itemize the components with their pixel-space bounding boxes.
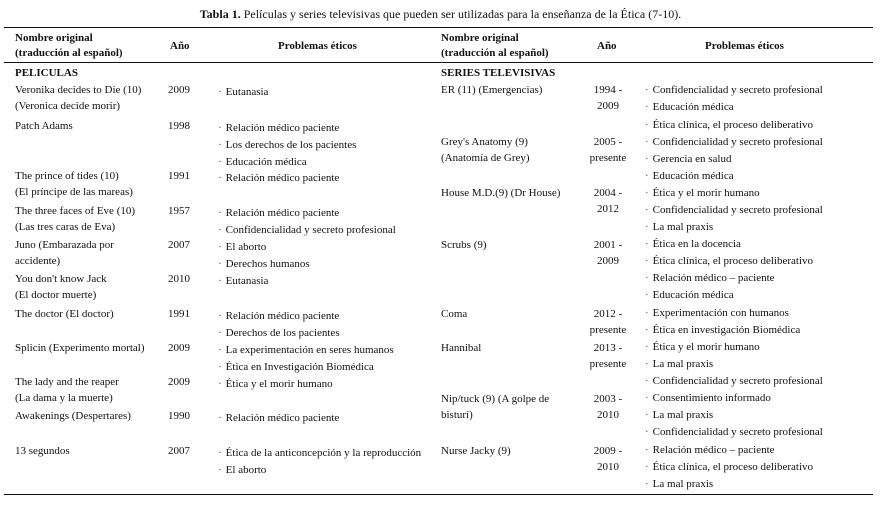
series-problem [645, 442, 775, 459]
header-problems-right: Problemas éticos [705, 40, 784, 52]
series-year-start: 2004 - [593, 187, 623, 199]
series-problem [645, 168, 734, 185]
movie-name: Awakenings (Despertares) [15, 410, 131, 422]
bullet-icon: · [218, 224, 222, 236]
bullet-icon: · [645, 461, 649, 473]
problem-text: Derechos de los pacientes [225, 327, 340, 339]
movie-problem [218, 205, 339, 222]
section-movies: PELICULAS [15, 67, 78, 79]
problem-text: Consentimiento informado [652, 392, 771, 404]
bullet-icon: · [218, 344, 222, 356]
movie-problem [218, 120, 339, 137]
movie-name-translation: (El príncipe de las mareas) [15, 186, 133, 198]
series-problem [645, 253, 813, 270]
bullet-icon: · [218, 412, 222, 424]
problem-text: Confidencialidad y secreto profesional [225, 224, 396, 236]
header-name-left: Nombre original (traducción al español) [15, 32, 123, 59]
series-year-start: 2001 - [593, 239, 623, 251]
problem-text: Ética y el morir humano [225, 378, 333, 390]
series-problem [645, 151, 731, 168]
problem-text: La mal praxis [652, 358, 714, 370]
header-name-right: Nombre original (traducción al español) [441, 32, 549, 59]
series-problem [645, 424, 823, 441]
series-year-end: 2010 [597, 409, 619, 421]
movie-name-translation: (El doctor muerte) [15, 289, 97, 301]
bullet-icon: · [645, 444, 649, 456]
series-year-end: 2012 [597, 203, 619, 215]
series-name: House M.D.(9) (Dr House) [441, 187, 561, 199]
series-name: Scrubs (9) [441, 239, 487, 251]
bullet-icon: · [645, 392, 649, 404]
movie-name: Splicin (Experimento mortal) [15, 342, 145, 354]
problem-text: Ética en la docencia [652, 238, 741, 250]
movie-name: 13 segundos [15, 445, 70, 457]
series-problem [645, 134, 823, 151]
header-problems-left: Problemas éticos [278, 40, 357, 52]
problem-text: Educación médica [652, 170, 734, 182]
bottom-rule [4, 494, 873, 495]
movie-problem [218, 376, 333, 393]
movie-name-translation: (Veronica decide morir) [15, 100, 121, 112]
caption-text: Películas y series televisivas que pueden ser utilizadas para la enseñanza de la Ética (7-10). [243, 7, 682, 21]
movie-year: 1998 [168, 120, 190, 132]
series-problem [645, 99, 734, 116]
movie-year: 2007 [168, 445, 190, 457]
bullet-icon: · [645, 341, 649, 353]
problem-text: Ética de la anticoncepción y la reproducción [225, 447, 422, 459]
movie-year: 2010 [168, 273, 190, 285]
movie-problem [218, 445, 421, 462]
series-problem [645, 236, 741, 253]
series-name: Nurse Jacky (9) [441, 445, 511, 457]
movie-problem [218, 308, 339, 325]
series-problem [645, 356, 713, 373]
problem-text: Confidencialidad y secreto profesional [652, 426, 823, 438]
movie-name: The prince of tides (10) [15, 170, 119, 182]
bullet-icon: · [645, 358, 649, 370]
series-problem [645, 270, 775, 287]
bullet-icon: · [218, 258, 222, 270]
bullet-icon: · [645, 204, 649, 216]
series-year-start: 2005 - [593, 136, 623, 148]
series-problem [645, 305, 789, 322]
movie-name: Veronika decides to Die (10) [15, 84, 142, 96]
problem-text: La mal praxis [652, 221, 714, 233]
movie-problem [218, 410, 339, 427]
problem-text: Derechos humanos [225, 258, 310, 270]
movie-name: Juno (Embarazada por [15, 239, 114, 251]
bullet-icon: · [645, 221, 649, 233]
bullet-icon: · [218, 378, 222, 390]
bullet-icon: · [645, 426, 649, 438]
series-name: ER (11) (Emergencias) [441, 84, 543, 96]
series-problem [645, 185, 760, 202]
series-problem [645, 322, 800, 339]
bullet-icon: · [645, 409, 649, 421]
series-problem [645, 459, 813, 476]
bullet-icon: · [218, 207, 222, 219]
problem-text: Ética y el morir humano [652, 187, 760, 199]
bullet-icon: · [218, 241, 222, 253]
problem-text: Los derechos de los pacientes [225, 139, 357, 151]
series-problem [645, 82, 823, 99]
bullet-icon: · [645, 101, 649, 113]
series-problem [645, 407, 713, 424]
bullet-icon: · [218, 139, 222, 151]
movie-problem [218, 273, 268, 290]
bullet-icon: · [218, 156, 222, 168]
problem-text: Confidencialidad y secreto profesional [652, 136, 823, 148]
series-problem [645, 390, 771, 407]
series-name: Nip/tuck (9) (A golpe de [441, 393, 550, 405]
series-name-translation: bisturí) [441, 409, 473, 421]
problem-text: Ética y el morir humano [652, 341, 760, 353]
movie-problem [218, 359, 374, 376]
movie-name: The doctor (El doctor) [15, 308, 114, 320]
problem-text: Relación médico paciente [225, 122, 340, 134]
problem-text: Relación médico paciente [225, 172, 340, 184]
series-year-end: presente [589, 358, 627, 370]
problem-text: Eutanasia [225, 275, 269, 287]
bullet-icon: · [218, 275, 222, 287]
series-year-end: 2010 [597, 461, 619, 473]
problem-text: Confidencialidad y secreto profesional [652, 204, 823, 216]
problem-text: La mal praxis [652, 409, 714, 421]
bullet-icon: · [645, 136, 649, 148]
problem-text: Relación médico – paciente [652, 444, 775, 456]
movie-name-translation: (La dama y la muerte) [15, 392, 113, 404]
movie-year: 2007 [168, 239, 190, 251]
series-problem [645, 287, 734, 304]
series-year-start: 1994 - [593, 84, 623, 96]
series-year-end: presente [589, 152, 627, 164]
bullet-icon: · [218, 361, 222, 373]
bullet-icon: · [645, 289, 649, 301]
series-year-start: 2013 - [593, 342, 623, 354]
movie-problem [218, 342, 394, 359]
movie-problem [218, 170, 339, 187]
top-rule [4, 27, 873, 28]
problem-text: Educación médica [225, 156, 307, 168]
series-year-end: presente [589, 324, 627, 336]
movie-year: 1991 [168, 308, 190, 320]
bullet-icon: · [645, 153, 649, 165]
problem-text: Experimentación con humanos [652, 307, 789, 319]
bullet-icon: · [645, 187, 649, 199]
bullet-icon: · [645, 307, 649, 319]
problem-text: Confidencialidad y secreto profesional [652, 84, 823, 96]
movie-name-translation: (Las tres caras de Eva) [15, 221, 116, 233]
problem-text: La experimentación en seres humanos [225, 344, 394, 356]
problem-text: El aborto [225, 464, 267, 476]
caption-label: Tabla 1. [199, 7, 241, 21]
problem-text: La mal praxis [652, 478, 714, 490]
movie-name: The three faces of Eve (10) [15, 205, 136, 217]
movie-name: You don't know Jack [15, 273, 107, 285]
bullet-icon: · [218, 122, 222, 134]
series-name: Coma [441, 308, 468, 320]
problem-text: Relación médico paciente [225, 207, 340, 219]
series-problem [645, 476, 713, 493]
problem-text: Confidencialidad y secreto profesional [652, 375, 823, 387]
series-problem [645, 202, 823, 219]
problem-text: El aborto [225, 241, 267, 253]
series-year-start: 2009 - [593, 445, 623, 457]
movie-name: The lady and the reaper [15, 376, 119, 388]
table-caption [0, 7, 881, 22]
movie-name: Patch Adams [15, 120, 73, 132]
bullet-icon: · [218, 447, 222, 459]
bullet-icon: · [218, 327, 222, 339]
problem-text: Ética clínica, el proceso deliberativo [652, 119, 814, 131]
series-name-translation: (Anatomía de Grey) [441, 152, 530, 164]
series-year-start: 2003 - [593, 393, 623, 405]
header-rule [4, 62, 873, 63]
problem-text: Ética en investigación Biomédica [652, 324, 801, 336]
series-problem [645, 373, 823, 390]
problem-text: Educación médica [652, 101, 734, 113]
movie-name-translation: accidente) [15, 255, 61, 267]
bullet-icon: · [645, 84, 649, 96]
problem-text: Ética clínica, el proceso deliberativo [652, 461, 814, 473]
header-year-right: Año [597, 40, 617, 52]
series-problem [645, 117, 813, 134]
series-problem [645, 339, 760, 356]
movie-year: 1990 [168, 410, 190, 422]
movie-year: 2009 [168, 376, 190, 388]
movie-year: 1991 [168, 170, 190, 182]
movie-problem [218, 154, 307, 171]
problem-text: Relación médico paciente [225, 412, 340, 424]
movie-year: 1957 [168, 205, 190, 217]
movie-problem [218, 239, 266, 256]
bullet-icon: · [645, 238, 649, 250]
bullet-icon: · [645, 324, 649, 336]
problem-text: Educación médica [652, 289, 734, 301]
movie-problem [218, 462, 266, 479]
bullet-icon: · [645, 255, 649, 267]
header-year-left: Año [170, 40, 190, 52]
bullet-icon: · [645, 170, 649, 182]
series-name: Hannibal [441, 342, 482, 354]
bullet-icon: · [218, 86, 222, 98]
movie-year: 2009 [168, 342, 190, 354]
series-year-end: 2009 [597, 100, 619, 112]
problem-text: Eutanasia [225, 86, 269, 98]
movie-problem [218, 256, 310, 273]
problem-text: Relación médico – paciente [652, 272, 775, 284]
bullet-icon: · [645, 375, 649, 387]
movie-problem [218, 222, 396, 239]
series-problem [645, 219, 713, 236]
bullet-icon: · [645, 478, 649, 490]
bullet-icon: · [645, 119, 649, 131]
movie-year: 2009 [168, 84, 190, 96]
series-year-start: 2012 - [593, 308, 623, 320]
series-year-end: 2009 [597, 255, 619, 267]
bullet-icon: · [218, 464, 222, 476]
bullet-icon: · [218, 310, 222, 322]
movie-problem [218, 325, 340, 342]
problem-text: Ética clínica, el proceso deliberativo [652, 255, 814, 267]
bullet-icon: · [218, 172, 222, 184]
bullet-icon: · [645, 272, 649, 284]
section-series: SERIES TELEVISIVAS [441, 67, 556, 79]
series-name: Grey's Anatomy (9) [441, 136, 528, 148]
problem-text: Ética en Investigación Biomédica [225, 361, 374, 373]
problem-text: Gerencia en salud [652, 153, 732, 165]
problem-text: Relación médico paciente [225, 310, 340, 322]
movie-problem [218, 84, 268, 101]
movie-problem [218, 137, 356, 154]
